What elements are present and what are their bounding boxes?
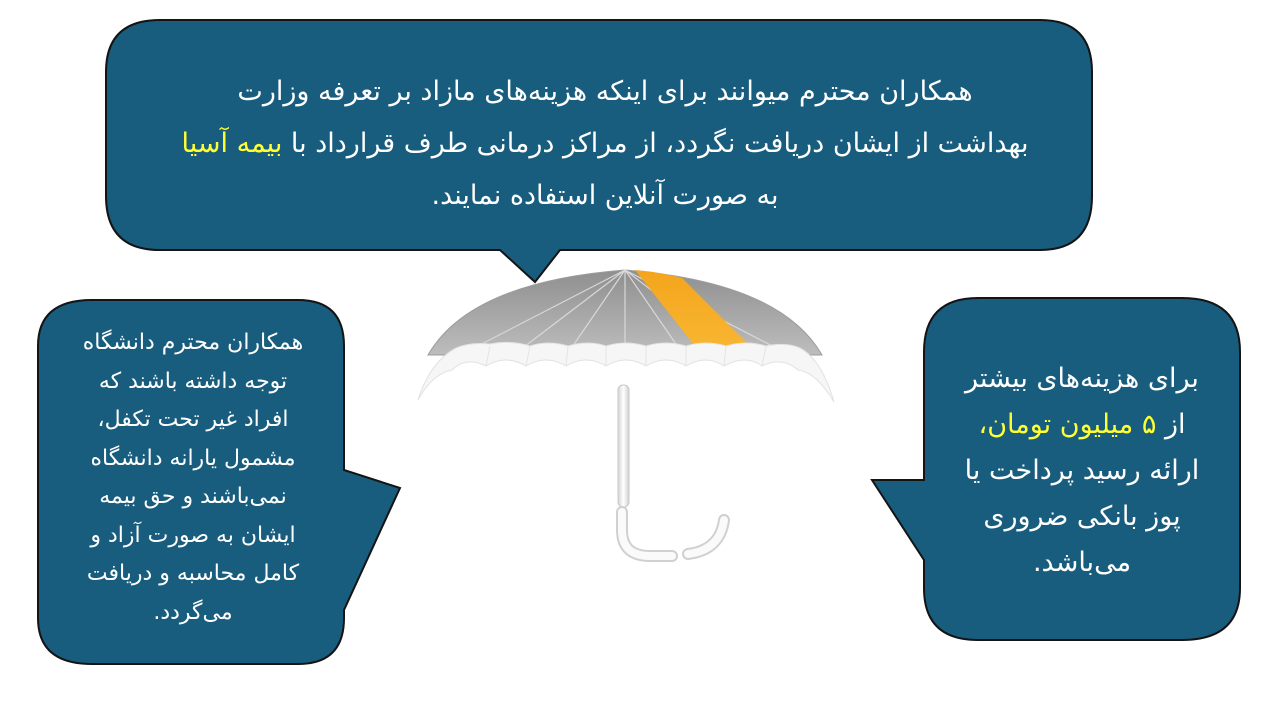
left-callout-line: ایشان به صورت آزاد و bbox=[90, 522, 296, 548]
right-callout-line-2 bbox=[932, 402, 1232, 448]
top-callout-text bbox=[120, 66, 1090, 222]
umbrella-icon bbox=[418, 270, 834, 556]
right-callout-line-3: ارائه رسید پرداخت یا bbox=[964, 455, 1200, 486]
top-callout-line-1: همکاران محترم میوانند برای اینکه هزینه‌های مازاد بر تعرفه وزارت bbox=[237, 76, 973, 107]
right-callout-line-5: می‌باشد. bbox=[1032, 547, 1132, 578]
top-callout-line-2-text: بهداشت از ایشان دریافت نگردد، از مراکز درمانی طرف قرارداد با bbox=[282, 128, 1029, 159]
left-callout-line: همکاران محترم دانشگاه bbox=[82, 330, 304, 355]
insurer-name-highlight: بیمه آسیا bbox=[181, 128, 283, 159]
left-callout-line: می‌گردد. bbox=[153, 599, 233, 625]
right-callout-text bbox=[932, 356, 1232, 586]
amount-highlight: ۵ میلیون تومان، bbox=[978, 409, 1157, 440]
left-callout-line: مشمول یارانه دانشگاه bbox=[90, 445, 296, 471]
right-callout-line-2-text: از bbox=[1156, 409, 1186, 440]
right-callout-line-4: پوز بانکی ضروری bbox=[983, 501, 1181, 532]
left-callout-line: افراد غیر تحت تکفل، bbox=[97, 407, 289, 432]
top-callout-line-3: به صورت آنلاین استفاده نمایند. bbox=[431, 180, 779, 211]
left-callout-line: توجه داشته باشند که bbox=[98, 368, 288, 394]
left-callout-text bbox=[48, 324, 338, 632]
left-callout-line: کامل محاسبه و دریافت bbox=[86, 561, 300, 586]
top-callout-line-2 bbox=[120, 118, 1090, 170]
right-callout-line-1: برای هزینه‌های بیشتر bbox=[965, 363, 1199, 394]
left-callout-line: نمی‌باشند و حق بیمه bbox=[99, 484, 287, 509]
